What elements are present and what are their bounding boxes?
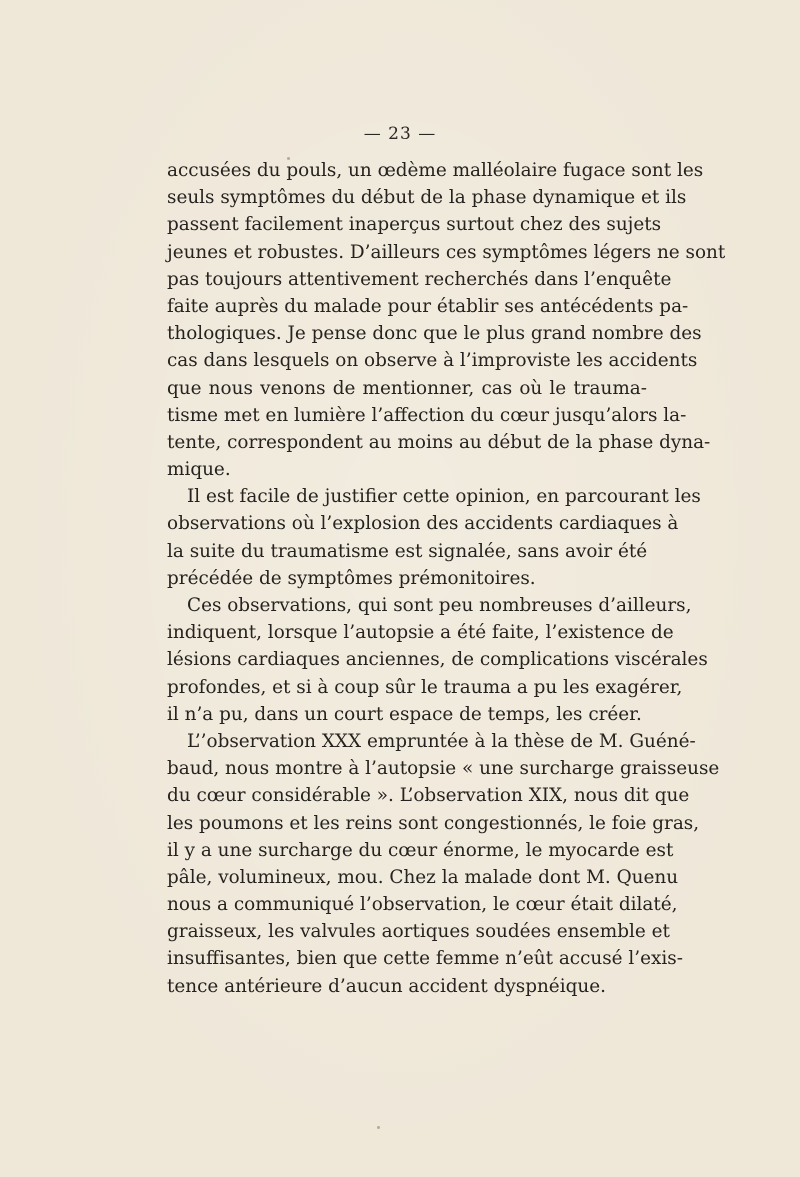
- paper-speck: [287, 157, 290, 160]
- text-line: mique.: [167, 459, 231, 481]
- paper-speck: [377, 1126, 380, 1129]
- text-line: précédée de symptômes prémonitoires.: [167, 567, 536, 589]
- text-line: accusées du pouls, un œdème malléolaire fugace sont les: [167, 160, 704, 181]
- text-line: tente, correspondent au moins au début de la phase dyna-: [167, 431, 711, 453]
- text-line: tence antérieure d’aucun accident dyspnéique.: [167, 975, 606, 997]
- text-line: pas toujours attentivement recherchés dans l’enquête: [167, 268, 672, 290]
- text-line: passent facilement inaperçus surtout chez des sujets: [167, 214, 662, 236]
- text-line: il y a une surcharge du cœur énorme, le myocarde est: [167, 839, 674, 861]
- text-line: observations où l’explosion des accidents cardiaques à: [167, 513, 679, 535]
- text-line: faite auprès du malade pour établir ses antécédents pa-: [167, 295, 689, 317]
- text-line: jeunes et robustes. D’ailleurs ces symptômes légers ne sont: [167, 241, 726, 263]
- text-line: baud, nous montre à l’autopsie « une surcharge graisseuse: [167, 758, 720, 780]
- text-line: cas dans lesquels on observe à l’improviste les accidents: [167, 350, 698, 372]
- text-line: tisme met en lumière l’affection du cœur jusqu’alors la-: [167, 404, 687, 426]
- text-line: que nous venons de mentionner, cas où le trauma-: [167, 377, 647, 399]
- text-line: nous a communiqué l’observation, le cœur était dilaté,: [167, 894, 678, 916]
- text-line: insuffisantes, bien que cette femme n’eût accusé l’exis-: [167, 948, 683, 970]
- text-line: graisseux, les valvules aortiques soudées ensemble et: [167, 921, 670, 943]
- text-line: Ces observations, qui sont peu nombreuses d’ailleurs,: [187, 595, 692, 616]
- page-number: — 23 —: [363, 124, 437, 144]
- text-line: il n’a pu, dans un court espace de temps, les créer.: [167, 703, 642, 725]
- text-line: du cœur considérable ». L’observation XIX, nous dit que: [167, 785, 690, 807]
- page-body-text: [167, 157, 726, 1000]
- text-line: la suite du traumatisme est signalée, sans avoir été: [167, 540, 648, 562]
- text-line: seuls symptômes du début de la phase dynamique et ils: [167, 187, 687, 209]
- text-line: thologiques. Je pense donc que le plus grand nombre des: [167, 323, 702, 345]
- text-line: les poumons et les reins sont congestionnés, le foie gras,: [167, 812, 700, 834]
- text-line: L’’observation XXX empruntée à la thèse de M. Guéné-: [187, 730, 696, 752]
- text-line: lésions cardiaques anciennes, de complications viscérales: [167, 649, 708, 671]
- text-line: profondes, et si à coup sûr le trauma a pu les exagérer,: [167, 676, 683, 698]
- text-line: Il est facile de justifier cette opinion, en parcourant les: [187, 486, 701, 508]
- text-line: pâle, volumineux, mou. Chez la malade dont M. Quenu: [167, 866, 679, 888]
- text-line: indiquent, lorsque l’autopsie a été faite, l’existence de: [167, 622, 674, 644]
